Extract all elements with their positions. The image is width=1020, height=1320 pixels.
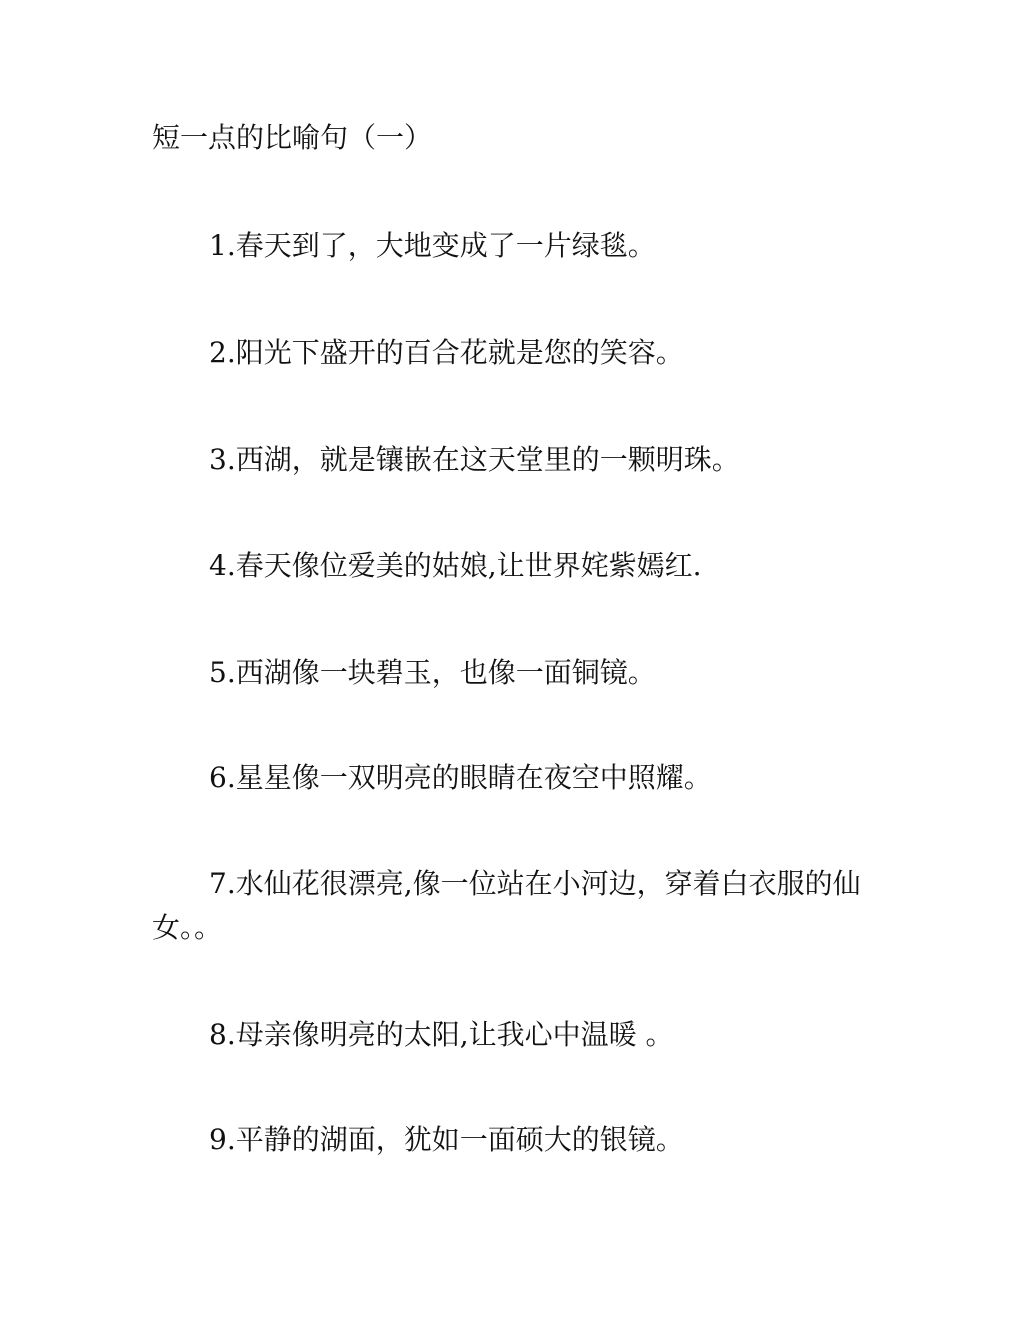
item-text: 春天到了，大地变成了一片绿毯。 [235, 229, 656, 262]
item-text: 星星像一双明亮的眼睛在夜空中照耀。 [235, 761, 712, 794]
item-text: 母亲像明亮的太阳,让我心中温暖 。 [235, 1018, 674, 1051]
item-number: 2. [209, 336, 236, 369]
item-number: 6. [209, 761, 236, 794]
item-number: 7. [209, 867, 236, 900]
item-text: 西湖，就是镶嵌在这天堂里的一颗明珠。 [235, 443, 740, 476]
sentence-item [152, 756, 864, 800]
sentence-item [152, 224, 864, 268]
sentence-item [152, 331, 864, 375]
sentence-item [152, 1118, 864, 1162]
sentence-item [152, 862, 864, 950]
sentence-item [152, 438, 864, 482]
item-number: 1. [209, 229, 236, 262]
item-number: 9. [209, 1123, 236, 1156]
sentence-item [152, 651, 864, 695]
item-number: 5. [209, 656, 236, 689]
item-number: 8. [209, 1018, 236, 1051]
document-title: 短一点的比喻句（一） [152, 121, 433, 154]
item-text: 西湖像一块碧玉，也像一面铜镜。 [235, 656, 656, 689]
item-text: 阳光下盛开的百合花就是您的笑容。 [235, 336, 684, 369]
item-number: 3. [209, 443, 236, 476]
sentence-item [152, 1013, 864, 1057]
item-text: 水仙花很漂亮,像一位站在小河边，穿着白衣服的仙女。。 [152, 867, 861, 944]
item-text: 平静的湖面，犹如一面硕大的银镜。 [235, 1123, 684, 1156]
sentence-item [152, 544, 864, 588]
item-text: 春天像位爱美的姑娘,让世界姹紫嫣红. [235, 549, 702, 582]
item-number: 4. [209, 549, 236, 582]
